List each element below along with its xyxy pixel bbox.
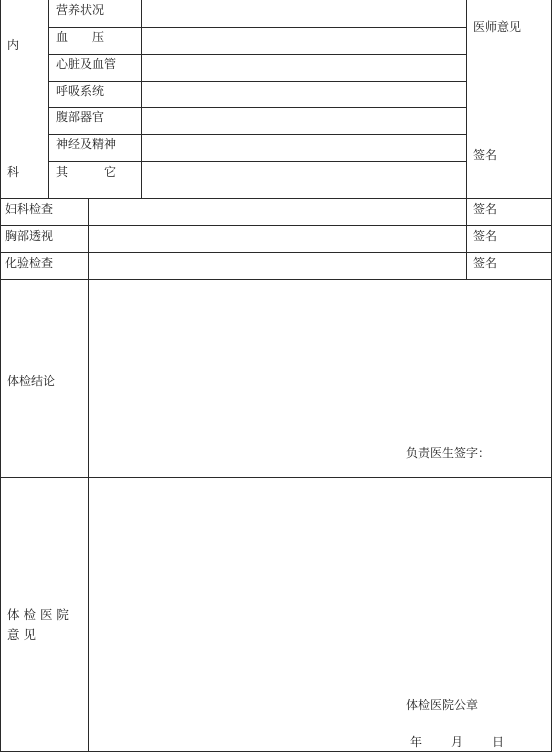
row-label: 腹部器官 bbox=[56, 110, 105, 124]
column-line bbox=[48, 0, 49, 198]
row-label: 其 它 bbox=[56, 165, 117, 179]
row-line bbox=[48, 161, 466, 162]
sign-label: 签名 bbox=[473, 148, 498, 162]
row-line bbox=[48, 27, 466, 28]
section-line bbox=[0, 198, 552, 199]
section-line bbox=[0, 751, 552, 752]
exam-label: 妇科检查 bbox=[5, 202, 54, 216]
section-line bbox=[0, 477, 552, 478]
column-line bbox=[141, 0, 142, 198]
row-line bbox=[48, 107, 466, 108]
row-label: 血 压 bbox=[56, 30, 105, 44]
row-line bbox=[48, 81, 466, 82]
sign-label: 签名 bbox=[473, 256, 498, 270]
exam-label: 胸部透视 bbox=[5, 229, 54, 243]
section-line bbox=[0, 225, 552, 226]
date-day: 日 bbox=[491, 735, 504, 749]
border-left bbox=[0, 0, 1, 752]
sign-label: 签名 bbox=[473, 202, 498, 216]
sign-label: 签名 bbox=[473, 229, 498, 243]
doctor-opinion-label: 医师意见 bbox=[473, 20, 522, 34]
column-line bbox=[88, 198, 89, 752]
section-label-top: 内 bbox=[7, 38, 20, 52]
date-line bbox=[410, 735, 504, 749]
row-label: 营养状况 bbox=[56, 3, 105, 17]
section-line bbox=[0, 252, 552, 253]
row-line bbox=[48, 134, 466, 135]
section-line bbox=[0, 279, 552, 280]
row-label: 呼吸系统 bbox=[56, 84, 105, 98]
column-line bbox=[466, 0, 467, 280]
doctor-signature-label: 负责医生签字： bbox=[406, 446, 491, 460]
exam-label: 化验检查 bbox=[5, 256, 54, 270]
row-line bbox=[48, 54, 466, 55]
hospital-seal-label: 体检医院公章 bbox=[406, 698, 479, 712]
date-year: 年 bbox=[410, 735, 423, 749]
date-month: 月 bbox=[450, 735, 463, 749]
row-label: 神经及精神 bbox=[56, 137, 117, 151]
row-label: 心脏及血管 bbox=[56, 57, 117, 71]
section-label-bottom: 科 bbox=[7, 165, 20, 179]
conclusion-label: 体检结论 bbox=[7, 374, 56, 388]
hospital-opinion-label: 体 检 医 院 意 见 bbox=[7, 607, 69, 642]
